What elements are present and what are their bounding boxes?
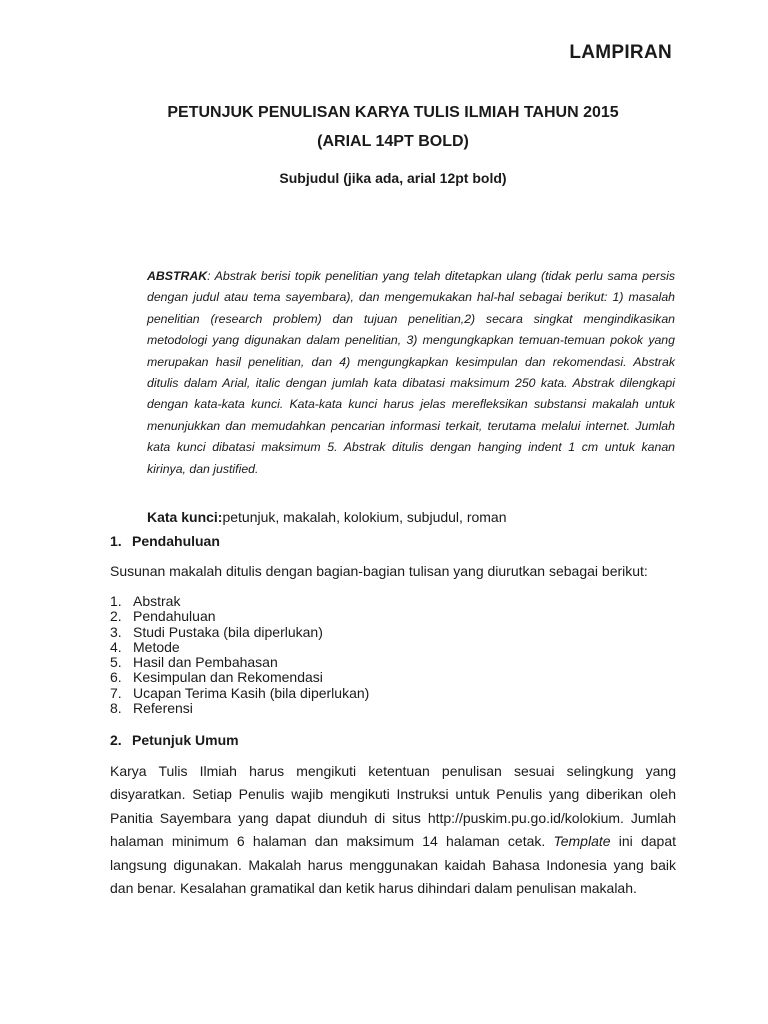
list-item: 5. Hasil dan Pembahasan — [110, 654, 278, 671]
structure-list — [110, 594, 369, 716]
list-item: 2. Pendahuluan — [110, 608, 216, 625]
section-title: Petunjuk Umum — [132, 732, 239, 748]
keywords-text: petunjuk, makalah, kolokium, subjudul, roman — [222, 509, 507, 525]
document-title-note: (ARIAL 14PT BOLD) — [317, 133, 469, 150]
list-item: 1. Abstrak — [110, 593, 181, 609]
abstract-block — [147, 266, 675, 480]
list-item: 3. Studi Pustaka (bila diperlukan) — [110, 623, 323, 640]
list-item: 6. Kesimpulan dan Rekomendasi — [110, 669, 323, 686]
keywords-label: Kata kunci: — [147, 509, 223, 525]
section-body: Karya Tulis Ilmiah harus mengikuti ketentuan penulisan sesuai selingkung yang disyaratkan. Setiap Penulis wajib mengikuti Instruksi untuk Penulis yang diberikan oleh Panitia Sayembara yang dapat diunduh di situs http://puskim.pu.go.id/kolokium. Jumlah halaman minimum 6 halaman dan maksimum 14 halaman cetak. Template ini dapat langsung digunakan. Makalah harus menggunakan kaidah Bahasa Indonesia yang baik dan benar. Kesalahan gramatikal dan ketik harus dihindari dalam penulisan makalah. — [110, 763, 676, 897]
section-number: 1. — [110, 533, 122, 549]
lampiran-label: LAMPIRAN — [569, 42, 672, 63]
list-item: 8. Referensi — [110, 700, 193, 717]
section-heading-petunjuk-umum — [110, 732, 239, 748]
keywords-line — [147, 509, 507, 525]
abstract-label: ABSTRAK — [147, 269, 208, 283]
section-title: Pendahuluan — [132, 533, 220, 549]
document-subtitle: Subjudul (jika ada, arial 12pt bold) — [279, 170, 507, 186]
template-emphasis: Template — [553, 833, 611, 850]
section-number: 2. — [110, 732, 122, 748]
section-intro: Susunan makalah ditulis dengan bagian-bagian tulisan yang diurutkan sebagai berikut: — [110, 563, 648, 579]
list-item: 7. Ucapan Terima Kasih (bila diperlukan) — [110, 684, 370, 701]
abstract-text: : Abstrak berisi topik penelitian yang telah ditetapkan ulang (tidak perlu sama persis dengan judul atau tema sayembara), dan mengemukakan hal-hal sebagai berikut: 1) masalah penelitian (research problem) dan tujuan penelitian,2) secara singkat mengindikasikan metodologi yang digunakan dalam penelitian, 3) mengungkapkan temuan-temuan pokok yang merupakan hasil penelitian, dan 4) mengungkapkan kesimpulan dan rekomendasi. Abstrak ditulis dalam Arial, italic dengan jumlah kata dibatasi maksimum 250 kata. Abstrak dilengkapi dengan kata-kata kunci. Kata-kata kunci harus jelas merefleksikan substansi makalah untuk menunjukkan dan memudahkan pencarian informasi terkait, terutama melalui internet. Jumlah kata kunci dibatasi maksimum 5. Abstrak ditulis dengan hanging indent 1 cm untuk kanan kirinya, dan justified. — [147, 269, 675, 476]
section-heading-pendahuluan — [110, 533, 220, 549]
list-item: 4. Metode — [110, 638, 180, 655]
document-title: PETUNJUK PENULISAN KARYA TULIS ILMIAH TAHUN 2015 — [167, 104, 619, 121]
